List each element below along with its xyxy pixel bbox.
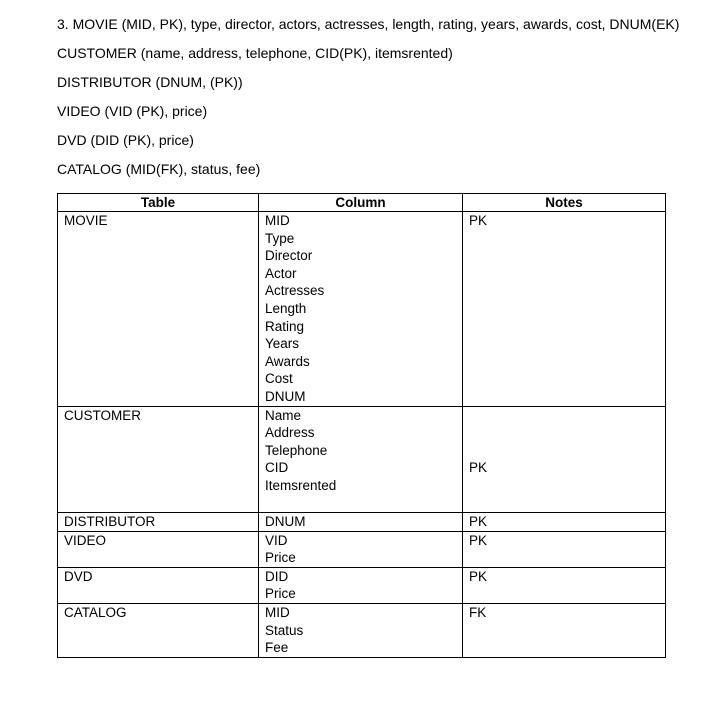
- schema-line-video: VIDEO (VID (PK), price): [57, 103, 208, 119]
- note-value: [469, 388, 659, 406]
- note-value: PK: [469, 213, 488, 228]
- column-name: MID: [265, 605, 290, 621]
- table-name-cell: [58, 212, 259, 407]
- column-name: Address: [265, 425, 315, 441]
- note-value: [469, 265, 659, 283]
- table-header-row: [58, 194, 666, 212]
- column-list-cell: [259, 604, 463, 658]
- column-name: Type: [265, 230, 295, 246]
- column-name: Rating: [265, 318, 305, 334]
- table-name: DISTRIBUTOR: [64, 514, 156, 530]
- note-value: [469, 353, 659, 371]
- table-body: [58, 212, 666, 658]
- note-value: [469, 230, 659, 248]
- table-name: VIDEO: [64, 532, 107, 548]
- column-name: Awards: [265, 353, 310, 369]
- table-row: [58, 604, 666, 658]
- note-value: [469, 370, 659, 388]
- note-value: [469, 442, 659, 460]
- column-name: Telephone: [265, 442, 328, 458]
- schema-line-movie: 3. MOVIE (MID, PK), type, director, actors, actresses, length, rating, years, awards, cost, DNUM(EK): [57, 16, 680, 32]
- schema-line-catalog: CATALOG (MID(FK), status, fee): [57, 161, 261, 177]
- header-notes: Notes: [463, 194, 666, 212]
- table-name-cell: [58, 604, 259, 658]
- table-name: CATALOG: [64, 605, 127, 621]
- note-value: [469, 622, 659, 640]
- table-row: [58, 513, 666, 532]
- column-name: CID: [265, 460, 289, 476]
- column-list-cell: [259, 567, 463, 603]
- note-value: PK: [469, 514, 488, 530]
- note-value: [469, 477, 659, 495]
- table-row: [58, 567, 666, 603]
- schema-line-customer: CUSTOMER (name, address, telephone, CID(PK), itemsrented): [57, 45, 453, 61]
- column-name: DID: [265, 568, 289, 584]
- table-name-cell: [58, 531, 259, 567]
- column-name: DNUM: [265, 388, 306, 404]
- table-name: MOVIE: [64, 213, 108, 228]
- header-table: Table: [58, 194, 259, 212]
- table-name-cell: [58, 513, 259, 532]
- note-value: [469, 495, 659, 513]
- notes-cell: [463, 604, 666, 658]
- note-value: [469, 585, 659, 603]
- table-name-cell: [58, 567, 259, 603]
- note-value: [469, 424, 659, 442]
- note-value: [469, 639, 659, 657]
- note-value: PK: [469, 568, 488, 584]
- column-name: Director: [265, 248, 313, 264]
- column-list-cell: [259, 513, 463, 532]
- note-value: [469, 300, 659, 318]
- column-name: Itemsrented: [265, 477, 337, 493]
- table-name: CUSTOMER: [64, 407, 142, 423]
- notes-cell: [463, 406, 666, 513]
- notes-cell: [463, 513, 666, 532]
- column-name: [265, 495, 456, 513]
- column-name: Fee: [265, 640, 289, 656]
- notes-cell: [463, 531, 666, 567]
- column-name: Price: [265, 586, 296, 602]
- table-row: [58, 406, 666, 513]
- notes-cell: [463, 567, 666, 603]
- table-row: [58, 212, 666, 407]
- note-value: PK: [469, 460, 488, 476]
- column-name: Status: [265, 622, 304, 638]
- header-column: Column: [259, 194, 463, 212]
- column-list-cell: [259, 212, 463, 407]
- note-value: [469, 282, 659, 300]
- note-value: [469, 247, 659, 265]
- note-value: [469, 407, 659, 425]
- table-name-cell: [58, 406, 259, 513]
- column-name: Name: [265, 407, 302, 423]
- column-name: Years: [265, 336, 300, 352]
- schema-definitions: [57, 14, 679, 188]
- column-list-cell: [259, 531, 463, 567]
- schema-line-dvd: DVD (DID (PK), price): [57, 132, 194, 148]
- note-value: [469, 549, 659, 567]
- column-name: Actor: [265, 265, 297, 281]
- column-name: DNUM: [265, 514, 306, 530]
- table-name: DVD: [64, 568, 93, 584]
- column-name: MID: [265, 213, 290, 228]
- table-row: [58, 531, 666, 567]
- notes-cell: [463, 212, 666, 407]
- schema-table: [57, 193, 666, 658]
- column-name: Cost: [265, 371, 293, 387]
- note-value: PK: [469, 532, 488, 548]
- note-value: [469, 335, 659, 353]
- column-name: Price: [265, 550, 296, 566]
- column-name: VID: [265, 532, 288, 548]
- column-list-cell: [259, 406, 463, 513]
- schema-line-distributor: DISTRIBUTOR (DNUM, (PK)): [57, 74, 243, 90]
- note-value: FK: [469, 605, 487, 621]
- column-name: Length: [265, 300, 307, 316]
- column-name: Actresses: [265, 283, 325, 299]
- note-value: [469, 318, 659, 336]
